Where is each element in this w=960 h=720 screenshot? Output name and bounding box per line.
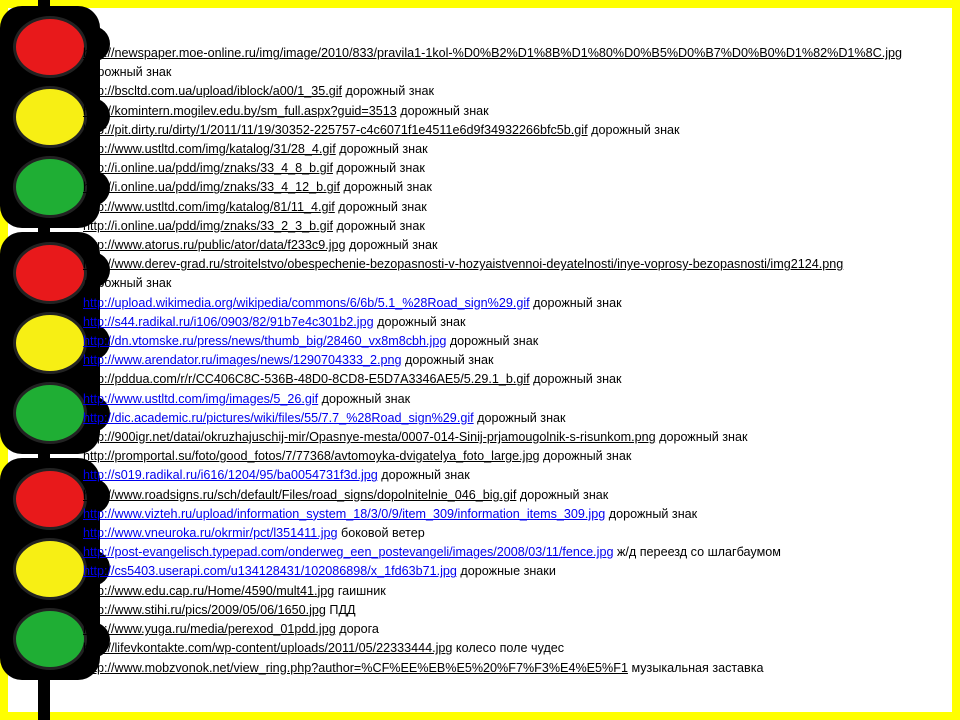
list-item bbox=[83, 620, 923, 639]
yellow-lamp-icon bbox=[13, 538, 87, 600]
source-link[interactable]: http://www.ustltd.com/img/katalog/31/28_4.gif bbox=[83, 142, 336, 157]
link-caption: дорожный знак bbox=[473, 410, 566, 425]
link-caption: музыкальная заставка bbox=[627, 660, 764, 675]
list-item bbox=[83, 332, 923, 351]
green-lamp-icon bbox=[13, 608, 87, 670]
link-caption: дорожный знак bbox=[655, 430, 748, 445]
source-link[interactable]: http://www.yuga.ru/media/perexod_01pdd.jpg bbox=[83, 622, 336, 637]
list-item bbox=[83, 236, 923, 255]
yellow-lamp-icon bbox=[13, 86, 87, 148]
list-item bbox=[83, 447, 923, 466]
source-link[interactable]: http://www.arendator.ru/images/news/1290704333_2.png bbox=[83, 353, 402, 368]
list-item bbox=[83, 44, 923, 63]
source-link[interactable]: http://www.atorus.ru/public/ator/data/f233c9.jpg bbox=[83, 238, 346, 253]
link-caption: дорожный знак bbox=[332, 218, 425, 233]
list-item bbox=[83, 582, 923, 601]
list-item bbox=[83, 370, 923, 389]
link-caption: дорожный знак bbox=[587, 122, 680, 137]
link-caption: дорожный знак bbox=[83, 65, 172, 80]
source-link[interactable]: http://dn.vtomske.ru/press/news/thumb_big/28460_vx8m8cbh.jpg bbox=[83, 334, 447, 349]
list-item bbox=[83, 63, 923, 82]
red-lamp-icon bbox=[13, 468, 87, 530]
red-lamp-icon bbox=[13, 242, 87, 304]
source-link[interactable]: http://i.online.ua/pdd/img/znaks/33_2_3_b.gif bbox=[83, 218, 333, 233]
list-item bbox=[83, 140, 923, 159]
source-link[interactable]: http://www.ustltd.com/img/katalog/81/11_4.gif bbox=[83, 199, 335, 214]
link-caption: боковой ветер bbox=[337, 526, 425, 541]
link-caption: дорожные знаки bbox=[456, 564, 556, 579]
source-link[interactable]: http://pddua.com/r/r/CC406C8C-536B-48D0-8CD8-E5D7A3346AE5/5.29.1_b.gif bbox=[83, 372, 530, 387]
link-caption: дорожный знак bbox=[339, 180, 432, 195]
list-item bbox=[83, 659, 923, 678]
list-item bbox=[83, 524, 923, 543]
green-lamp-icon bbox=[13, 156, 87, 218]
source-link[interactable]: http://upload.wikimedia.org/wikipedia/commons/6/6b/5.1_%28Road_sign%29.gif bbox=[83, 295, 530, 310]
link-caption: дорожный знак bbox=[334, 199, 427, 214]
source-link[interactable]: http://lifevkontakte.com/wp-content/uploads/2011/05/22333444.jpg bbox=[83, 641, 453, 656]
link-caption: колесо поле чудес bbox=[452, 641, 565, 656]
source-link[interactable]: http://www.mobzvonok.net/view_ring.php?author=%CF%EE%EB%E5%20%F7%F3%E4%E5%F1 bbox=[83, 660, 628, 675]
source-link[interactable]: http://dic.academic.ru/pictures/wiki/files/55/7.7_%28Road_sign%29.gif bbox=[83, 410, 474, 425]
link-caption: дорожный знак bbox=[318, 391, 411, 406]
link-caption: дорожный знак bbox=[446, 334, 539, 349]
source-link[interactable]: http://www.derev-grad.ru/stroitelstvo/obespechenie-bezopasnosti-v-hozyaistvennoi-deyatelnosti/inye-voprosy-bezopasnosti/img2124.png bbox=[83, 257, 844, 272]
list-item bbox=[83, 255, 923, 274]
source-link[interactable]: http://pit.dirty.ru/dirty/1/2011/11/19/30352-225757-c4c6071f1e4511e6d9f34932266bfc5b.gif bbox=[83, 122, 588, 137]
link-caption: дорожный знак bbox=[539, 449, 632, 464]
list-item bbox=[83, 562, 923, 581]
link-caption: дорожный знак bbox=[396, 103, 489, 118]
green-lamp-icon bbox=[13, 382, 87, 444]
link-caption: дорожный знак bbox=[529, 295, 622, 310]
link-caption: дорожный знак bbox=[335, 142, 428, 157]
source-link[interactable]: http://s44.radikal.ru/i106/0903/82/91b7e4c301b2.jpg bbox=[83, 314, 374, 329]
source-link[interactable]: http://newspaper.moe-online.ru/img/image/2010/833/pravila1-1kol-%D0%B2%D1%8B%D1%80%D0%B5%D0%B7%D0%B0%D1%82%D1%8C.jpg bbox=[83, 46, 903, 60]
source-link[interactable]: http://www.ustltd.com/img/images/5_26.gif bbox=[83, 391, 319, 406]
link-caption: дорожный знак bbox=[516, 487, 609, 502]
list-item bbox=[83, 159, 923, 178]
source-link[interactable]: http://www.vneuroka.ru/okrmir/pct/l351411.jpg bbox=[83, 526, 338, 541]
list-item bbox=[83, 82, 923, 101]
source-link[interactable]: http://bscltd.com.ua/upload/iblock/a00/1_35.gif bbox=[83, 84, 343, 99]
link-caption: дорожный знак bbox=[401, 353, 494, 368]
list-item bbox=[83, 313, 923, 332]
list-item bbox=[83, 121, 923, 140]
link-caption: дорожный знак bbox=[377, 468, 470, 483]
source-link[interactable]: http://s019.radikal.ru/i616/1204/95/ba0054731f3d.jpg bbox=[83, 468, 378, 483]
link-caption: дорожный знак bbox=[605, 506, 698, 521]
source-link[interactable]: http://post-evangelisch.typepad.com/onderweg_een_postevangeli/images/2008/03/11/fence.jpg bbox=[83, 545, 614, 560]
yellow-lamp-icon bbox=[13, 312, 87, 374]
list-item bbox=[83, 178, 923, 197]
link-caption: гаишник bbox=[334, 583, 386, 598]
source-list bbox=[83, 44, 923, 678]
source-link[interactable]: http://www.roadsigns.ru/sch/default/Files/road_signs/dopolnitelnie_046_big.gif bbox=[83, 487, 517, 502]
source-link[interactable]: http://www.vizteh.ru/upload/information_system_18/3/0/9/item_309/information_items_309.jpg bbox=[83, 506, 606, 521]
list-item bbox=[83, 543, 923, 562]
source-link[interactable]: http://promportal.su/foto/good_fotos/7/77368/avtomoyka-dvigatelya_foto_large.jpg bbox=[83, 449, 540, 464]
red-lamp-icon bbox=[13, 16, 87, 78]
list-item bbox=[83, 505, 923, 524]
source-link[interactable]: http://www.stihi.ru/pics/2009/05/06/1650.jpg bbox=[83, 602, 326, 617]
link-caption: дорожный знак bbox=[342, 84, 434, 99]
list-item bbox=[83, 466, 923, 485]
list-item bbox=[83, 601, 923, 620]
list-item bbox=[83, 102, 923, 121]
list-item bbox=[83, 428, 923, 447]
source-link[interactable]: http://900igr.net/datai/okruzhajuschij-mir/Opasnye-mesta/0007-014-Sinij-prjamougolnik-s-risunkom.png bbox=[83, 430, 656, 445]
link-caption: дорожный знак bbox=[529, 372, 622, 387]
list-item bbox=[83, 390, 923, 409]
list-item bbox=[83, 409, 923, 428]
source-link[interactable]: http://cs5403.userapi.com/u134128431/102086898/x_1fd63b71.jpg bbox=[83, 564, 457, 579]
list-item bbox=[83, 198, 923, 217]
link-caption: дорожный знак bbox=[332, 161, 425, 176]
list-item bbox=[83, 294, 923, 313]
source-link[interactable]: http://www.edu.cap.ru/Home/4590/mult41.jpg bbox=[83, 583, 335, 598]
link-caption: дорога bbox=[335, 622, 379, 637]
source-link[interactable]: http://komintern.mogilev.edu.by/sm_full.aspx?guid=3513 bbox=[83, 103, 397, 118]
link-caption: дорожный знак bbox=[345, 238, 438, 253]
link-caption: ж/д переезд со шлагбаумом bbox=[613, 545, 781, 560]
source-link[interactable]: http://i.online.ua/pdd/img/znaks/33_4_12_b.gif bbox=[83, 180, 340, 195]
source-link[interactable]: http://i.online.ua/pdd/img/znaks/33_4_8_b.gif bbox=[83, 161, 333, 176]
list-item bbox=[83, 351, 923, 370]
link-caption: ПДД bbox=[325, 602, 356, 617]
list-item bbox=[83, 274, 923, 293]
link-caption: дорожный знак bbox=[83, 276, 172, 291]
link-caption: дорожный знак bbox=[373, 314, 466, 329]
list-item bbox=[83, 639, 923, 658]
list-item bbox=[83, 486, 923, 505]
list-item bbox=[83, 217, 923, 236]
